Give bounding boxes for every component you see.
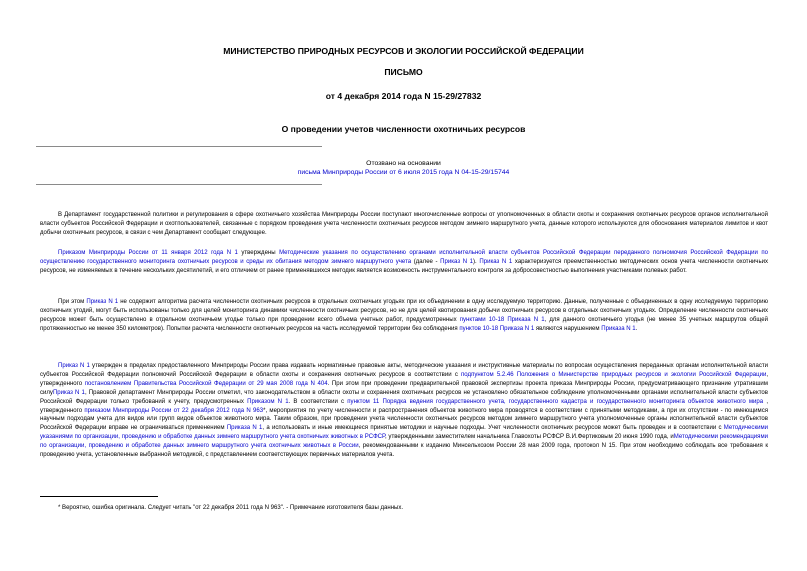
order-link[interactable]: Приказа N 1	[226, 425, 263, 432]
text-run: , рекомендованными к изданию Минсельхозом России 28 мая 2009 года, протокол N 15. При этом необходимо соблюдать все требования к проведению учета, установленные выбранной методикой, с представлением соответствующих первичных материалов учета.	[40, 443, 768, 459]
rsfsr-guidelines-link[interactable]: Методическими указаниями по организации, проведению и обработке данных зимнего маршрутного учета охотничьих животных в РСФСР	[40, 425, 768, 441]
text-run: , утвержденного	[40, 398, 768, 414]
footnote: * Вероятно, ошибка оригинала. Следует читать "от 22 декабря 2011 года N 963". - Примечание изготовителя базы данных.	[58, 505, 404, 511]
resolution-link[interactable]: постановлением Правительства Российской Федерации от 29 мая 2008 года N 404	[84, 380, 328, 387]
paragraph-3	[40, 298, 768, 334]
order-link[interactable]: Приказом N 1	[247, 398, 289, 405]
text-run: ).	[473, 258, 480, 265]
text-run: характеризуется преемственностью методических основ учета численности охотничьих ресурсов, не изменяемых в течение нескольких десятилетий, и его отличием от ранее применявшихся методик является возможность инструментального контроля за добросовестностью выполнения участниками полевых работ.	[40, 258, 768, 274]
order-963-link[interactable]: приказом Минприроды России от 22 декабря 2012 года N 963	[84, 407, 264, 414]
order-link[interactable]: Приказом Минприроды России от 11 января 2012 года N 1	[58, 250, 238, 256]
text-run: не содержит алгоритма расчета численности охотничьих ресурсов в отдельных охотничьих угодьях при их объединении в одну исследуемую территорию. Данные, полученные с объединенных в одну исследуемую территорию охотничьих угодий, могут быть использованы только для целей мониторинга динамики численности охотничьих ресурсов, но не для целей квотирования добычи охотничьих ресурсов в отдельных охотничьих угодьях. Определение численности охотничьих ресурсов может быть осуществлено в отдельном охотничьем угодье только при проведении всего объема учетных работ, предусмотренных	[40, 299, 769, 323]
text-run: (далее -	[411, 258, 441, 265]
guidelines-link[interactable]: Методические указания по осуществлению органами исполнительной власти субъектов Российской Федерации переданного полномочия Российской Федерации по осуществлению государственного мониторинга охотничьих ресурсов и среды их обитания методом зимнего маршрутного учета	[40, 250, 768, 265]
order-link[interactable]: Приказа N 1	[601, 325, 636, 332]
document-date-number: от 4 декабря 2014 года N 15-29/27832	[325, 91, 482, 101]
order-link[interactable]: Приказ N 1	[440, 258, 474, 265]
text-run: утвержден в пределах предоставленного Минприроды России права издавать нормативные правовые акты, методические указания и инструктивные материалы по вопросам осуществления переданных органам исполнительной власти субъектов Российской Федерации полномочий Российской Федерации в области охоты и сохранения охотничьих ресурсов в соответствии с	[40, 363, 768, 378]
order-link[interactable]: Приказ N 1	[479, 258, 513, 265]
text-run: *, мероприятия по учету численности и распространения объектов животного мира проводятся в соответствии с принятыми методиками, а при их отсутствии - по имеющимся научным подходам учета для видов или групп видов объектов животного мира. Таким образом, при проведении учета численности охотничьих ресурсов методом зимнего маршрутного учета уполномоченные органы исполнительной власти субъектов Российской Федерации вправе не ограничиваться применением	[40, 407, 769, 432]
text-run: , утвержденными заместителем начальника Главохоты РСФСР В.И.Фертиковым 20 июня 1990 года, и	[384, 434, 674, 441]
russia-recommendations-link[interactable]: Методическими рекомендациями по организации, проведению и обработке данных зимнего маршрутного учета охотничьих животных в России	[40, 434, 768, 450]
order-link[interactable]: Приказ N 1	[58, 363, 90, 369]
text-run: .	[635, 325, 638, 332]
text-run: При этом	[58, 299, 87, 305]
document-type: ПИСЬМО	[384, 67, 423, 77]
text-run: , утвержденного	[40, 371, 769, 387]
footnote-divider	[40, 496, 158, 497]
text-run: . В соответствии с	[288, 398, 348, 405]
text-run: . При этом при проведении предварительной правовой экспертизы проекта приказа Минприроды России, предусматривающего признание утратившим силу	[40, 380, 768, 396]
text-run: , а использовать и иные имеющиеся принятые методики и научные подходы. Учет численности охотничьих ресурсов может быть проведен и в соответствии с	[262, 425, 724, 432]
ministry-heading: МИНИСТЕРСТВО ПРИРОДНЫХ РЕСУРСОВ И ЭКОЛОГИИ РОССИЙСКОЙ ФЕДЕРАЦИИ	[223, 46, 584, 56]
text-run: , для данного охотничьего угодья (не менее 35 учетных маршрутов общей протяженностью не менее 350 километров). Попытки расчета численности охотничьих ресурсов на часть исследуемой территории без соблюдения	[40, 316, 768, 332]
text-run: , Правовой департамент Минприроды России отметил, что законодательством в области охоты и сохранения охотничьих ресурсов не установлено обязательное соблюдение уполномоченными органами исполнительной власти субъектов Российской Федерации только требований к учету, предусмотренных	[40, 389, 769, 405]
divider	[36, 146, 322, 147]
order-link[interactable]: Приказ N 1	[86, 299, 119, 305]
order-link[interactable]: Приказ N 1	[52, 389, 85, 396]
regulation-link[interactable]: подпунктом 5.2.46 Положения о Министерстве природных ресурсов и экологии Российской Федерации	[461, 371, 767, 378]
paragraph-text: В Департамент государственной политики и регулирования в сфере охотничьего хозяйства Минприроды России поступают многочисленные вопросы от уполномоченных в области охоты и сохранения охотничьих ресурсов органов исполнительной власти субъектов Российской Федерации и охотпользователей, связанные с порядком проведения учета численности охотничьих ресурсов методом зимнего маршрутного учета, данные которого используются для обоснования материалов лимитов и квот добычи охотничьих ресурсов, в связи с чем Департамент сообщает следующее.	[40, 212, 768, 236]
procedure-link[interactable]: пунктом 11 Порядка ведения государственного учета, государственного кадастра и государственного мониторинга объектов животного мира	[347, 398, 764, 405]
text-run: являются нарушением	[534, 325, 602, 332]
document-subject: О проведении учетов численности охотничьих ресурсов	[281, 124, 526, 134]
revocation-link[interactable]: письма Минприроды России от 6 июля 2015 года N 04-15-29/15744	[297, 169, 510, 176]
paragraph-2	[40, 249, 768, 276]
paragraph-4	[40, 362, 768, 460]
order-clauses-link[interactable]: пунктов 10-18 Приказа N 1	[459, 325, 535, 332]
order-clauses-link[interactable]: пунктами 10-18 Приказа N 1	[459, 316, 545, 323]
text-run: утверждены	[237, 250, 280, 256]
divider	[36, 184, 322, 185]
paragraph-1	[40, 211, 768, 238]
revocation-label: Отозвано на основании	[366, 160, 441, 167]
